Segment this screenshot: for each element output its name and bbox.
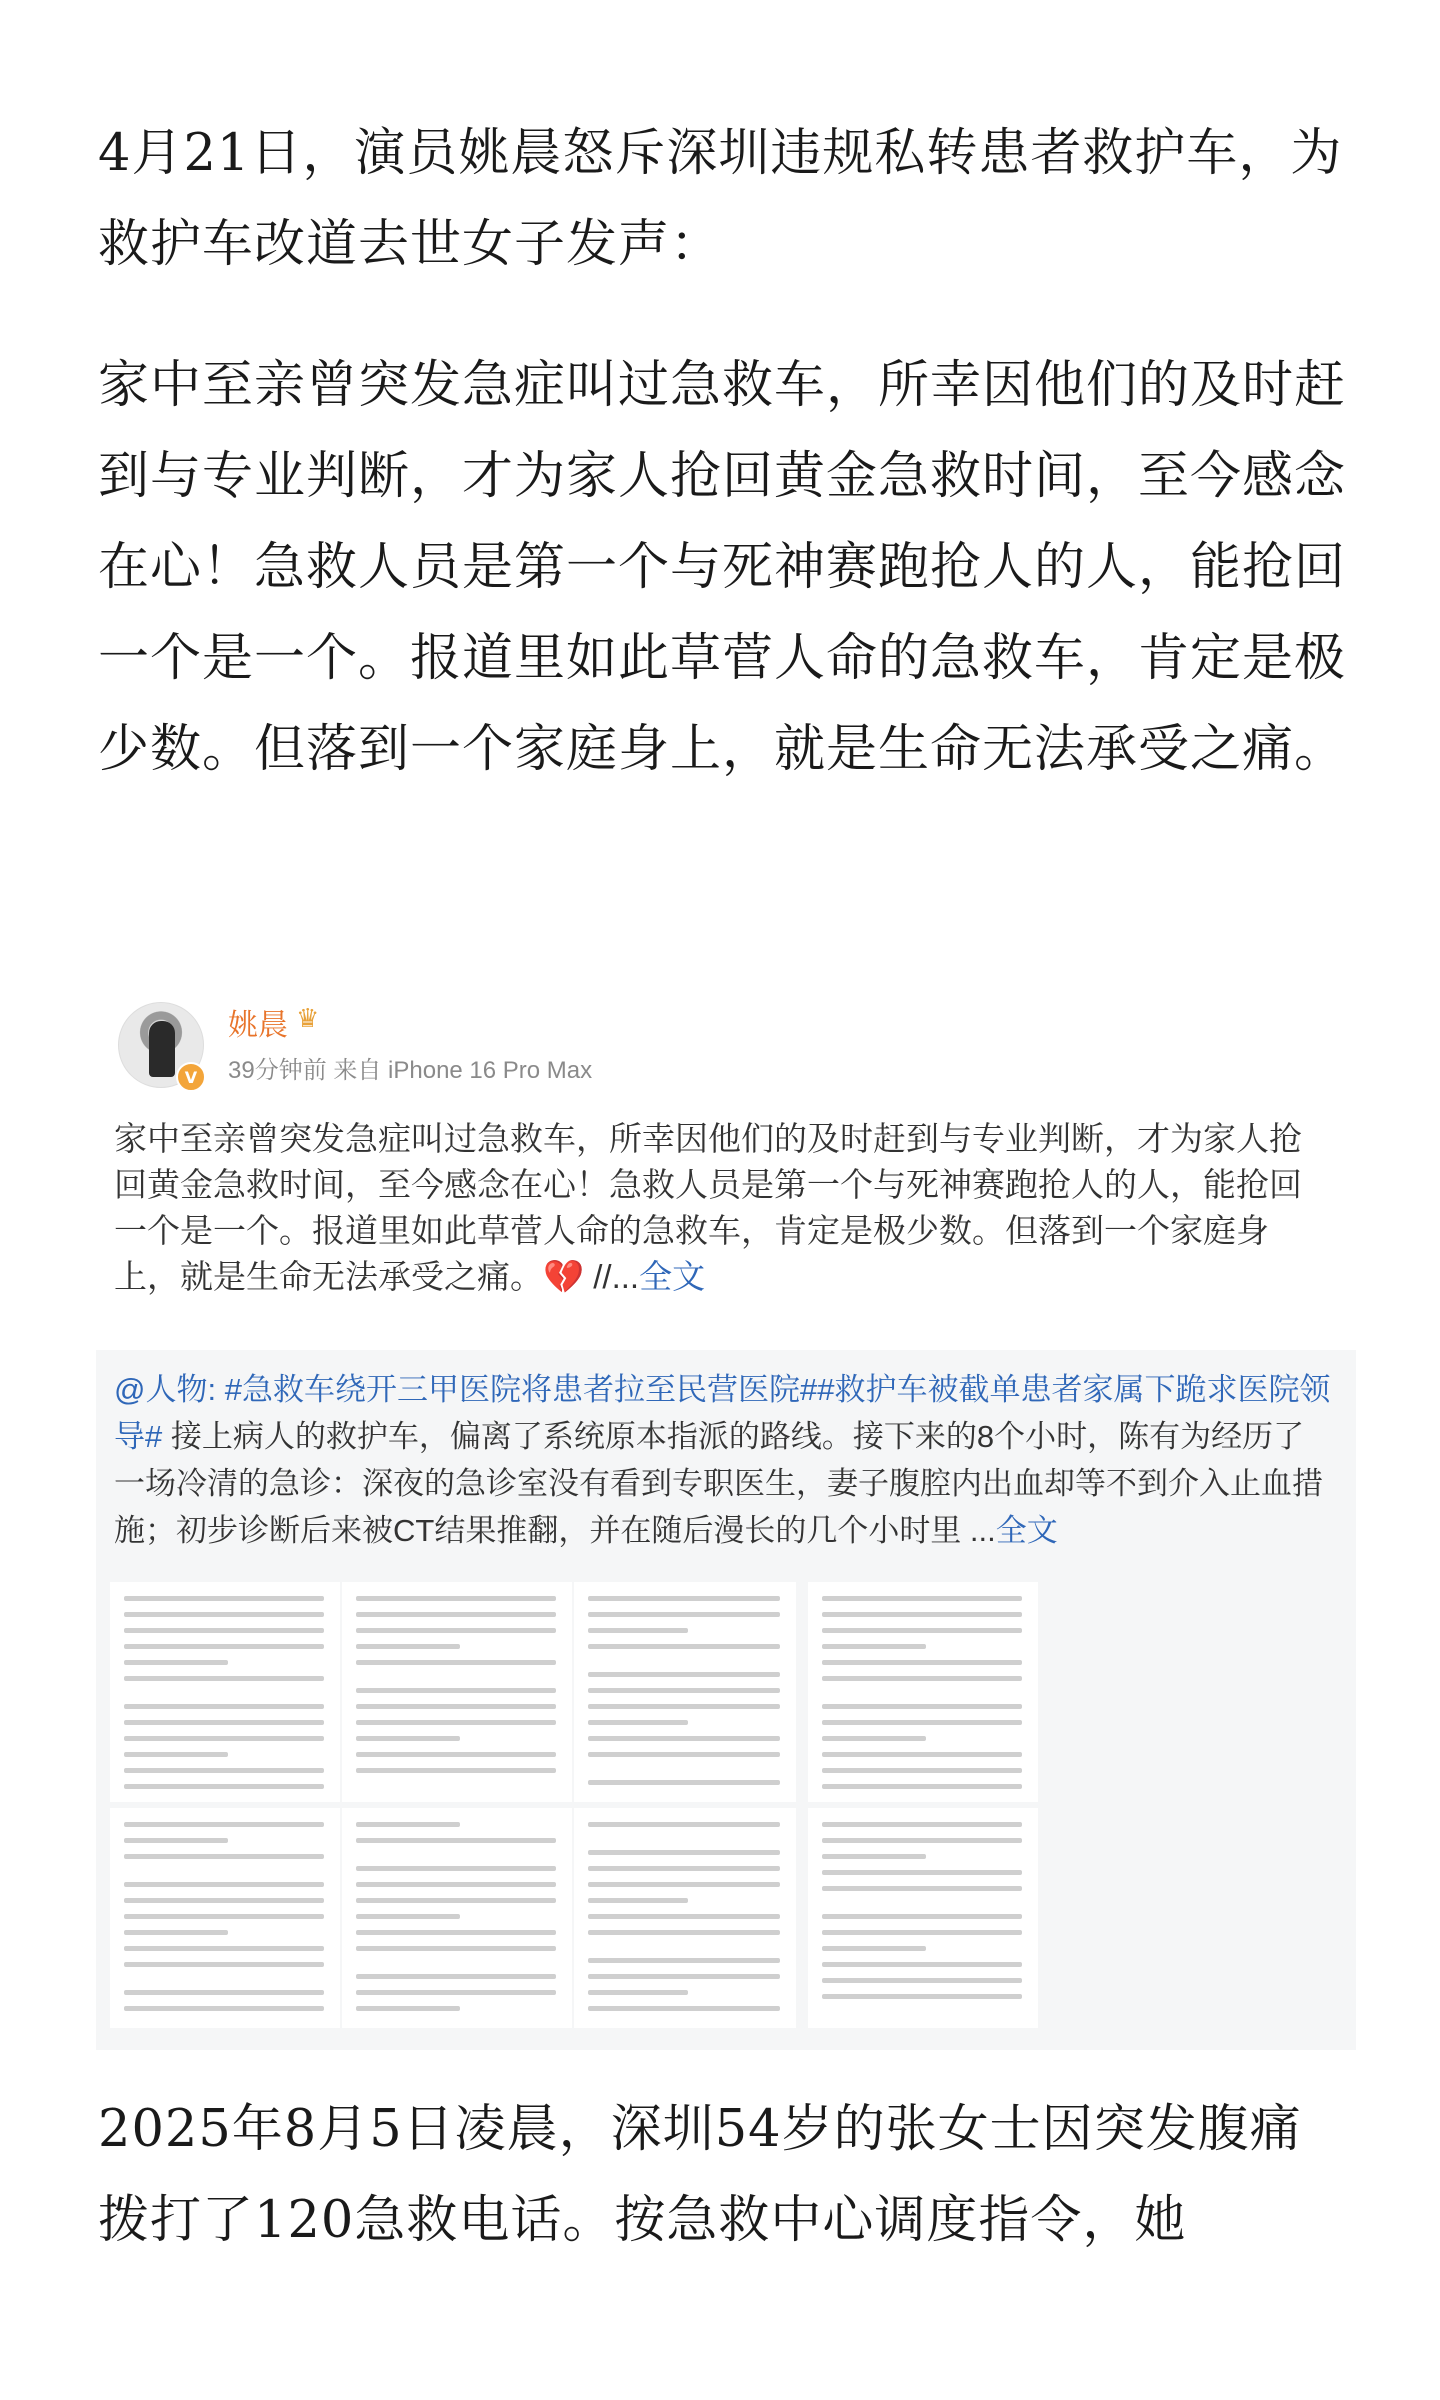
thumbnail-text-line — [124, 1784, 324, 1789]
thumbnail-text-line — [588, 1990, 688, 1995]
post-username[interactable]: 姚晨 — [228, 1009, 288, 1042]
thumbnail-text-line — [356, 1736, 460, 1741]
thumbnail-text-line — [588, 1672, 780, 1677]
thumbnail-text-line — [124, 1768, 324, 1773]
thumbnail-text-line — [588, 1974, 780, 1979]
full-text-link[interactable]: 全文 — [639, 1258, 706, 1295]
thumbnail-text-line — [124, 1946, 324, 1951]
thumbnail-text-line — [356, 1628, 556, 1633]
thumbnail-text-line — [356, 1596, 556, 1601]
thumbnail-text-line — [124, 1898, 324, 1903]
thumbnail-text-line — [356, 1914, 460, 1919]
thumbnail-text-line — [822, 1676, 1022, 1681]
thumbnail-text-line — [822, 1854, 926, 1859]
thumbnail-text-line — [124, 1914, 324, 1919]
thumbnail-text-line — [822, 1720, 1022, 1725]
thumbnail-text-line — [822, 1628, 1022, 1633]
thumbnail-text-line — [822, 1930, 1022, 1935]
verified-badge-icon: V — [176, 1062, 206, 1092]
thumbnail-text-line — [822, 1644, 926, 1649]
thumbnail-text-line — [588, 1914, 780, 1919]
repost-image-grid — [110, 1582, 1340, 2032]
thumbnail-text-line — [822, 1736, 926, 1741]
repost-source-link[interactable]: @人物: — [114, 1372, 217, 1407]
repost-thumbnail[interactable] — [342, 1582, 572, 1802]
repost-thumbnail[interactable] — [342, 1808, 572, 2028]
repost-thumbnail[interactable] — [808, 1808, 1038, 2028]
thumbnail-text-line — [356, 1990, 556, 1995]
thumbnail-text-line — [822, 1768, 1022, 1773]
thumbnail-text-line — [124, 1660, 228, 1665]
thumbnail-text-line — [124, 1854, 324, 1859]
thumbnail-text-line — [124, 1962, 324, 1967]
thumbnail-text-line — [822, 1612, 1022, 1617]
thumbnail-text-line — [356, 1838, 556, 1843]
repost-thumbnail[interactable] — [574, 1808, 796, 2028]
broken-heart-icon: 💔 — [543, 1257, 585, 1296]
thumbnail-text-line — [356, 1946, 556, 1951]
thumbnail-text-line — [124, 1882, 324, 1887]
thumbnail-text-line — [356, 1720, 556, 1725]
thumbnail-text-line — [588, 1596, 780, 1601]
thumbnail-text-line — [588, 1958, 780, 1963]
vip-crown-icon: ♛ — [296, 1004, 320, 1034]
thumbnail-text-line — [588, 1720, 688, 1725]
thumbnail-text-line — [124, 1628, 324, 1633]
thumbnail-text-line — [588, 1644, 780, 1649]
thumbnail-text-line — [356, 1866, 556, 1871]
repost-thumbnail[interactable] — [110, 1808, 340, 2028]
thumbnail-text-line — [124, 1990, 324, 1995]
thumbnail-text-line — [588, 1882, 780, 1887]
thumbnail-text-line — [822, 1994, 1022, 1999]
thumbnail-text-line — [124, 1822, 324, 1827]
thumbnail-text-line — [822, 1962, 1022, 1967]
thumbnail-text-line — [124, 2006, 324, 2011]
thumbnail-text-line — [822, 1886, 1022, 1891]
thumbnail-text-line — [822, 1704, 1022, 1709]
thumbnail-text-line — [588, 1688, 780, 1693]
thumbnail-text-line — [124, 1676, 324, 1681]
thumbnail-text-line — [588, 1752, 780, 1757]
thumbnail-text-line — [588, 1704, 780, 1709]
article-quote-paragraph: 家中至亲曾突发急症叫过急救车，所幸因他们的及时赶到与专业判断，才为家人抢回黄金急救时间，至今感念在心！急救人员是第一个与死神赛跑抢人的人，能抢回一个是一个。报道里如此草菅人命的急救车，肯定是极少数。但落到一个家庭身上，就是生命无法承受之痛。 — [98, 356, 1347, 779]
thumbnail-text-line — [822, 1870, 1022, 1875]
thumbnail-text-line — [124, 1596, 324, 1601]
thumbnail-text-line — [124, 1838, 228, 1843]
repost-thumbnail[interactable] — [808, 1582, 1038, 1802]
thumbnail-text-line — [356, 1974, 556, 1979]
repost-thumbnail[interactable] — [574, 1582, 796, 1802]
repost-hashtags-link[interactable]: #急救车绕开三甲医院将患者拉至民营医院##救护车被截单患者家属下跪求医院领导# — [114, 1372, 1331, 1454]
thumbnail-text-line — [822, 1596, 1022, 1601]
thumbnail-text-line — [124, 1930, 228, 1935]
thumbnail-text-line — [356, 1752, 556, 1757]
thumbnail-text-line — [822, 1752, 1022, 1757]
repost-text-block — [114, 1366, 1334, 1554]
thumbnail-text-line — [356, 1688, 556, 1693]
thumbnail-text-line — [822, 1946, 926, 1951]
thumbnail-text-line — [588, 1628, 688, 1633]
thumbnail-text-line — [356, 1822, 460, 1827]
thumbnail-text-line — [588, 1822, 780, 1827]
post-text-block — [114, 1116, 1334, 1300]
thumbnail-text-line — [588, 1780, 780, 1785]
thumbnail-text-line — [124, 1720, 324, 1725]
thumbnail-text-line — [822, 1914, 1022, 1919]
repost-thumbnail[interactable] — [110, 1582, 340, 1802]
thumbnail-text-line — [356, 1898, 556, 1903]
article-story-paragraph: 2025年8月5日凌晨，深圳54岁的张女士因突发腹痛拨打了120急救电话。按急救中心调度指令，她 — [98, 2100, 1302, 2250]
thumbnail-text-line — [356, 1704, 556, 1709]
repost-full-text-link[interactable]: 全文 — [995, 1513, 1058, 1548]
thumbnail-text-line — [588, 1612, 780, 1617]
thumbnail-text-line — [588, 2006, 780, 2011]
thumbnail-text-line — [356, 2006, 460, 2011]
thumbnail-text-line — [588, 1930, 780, 1935]
thumbnail-text-line — [822, 1838, 1022, 1843]
thumbnail-text-line — [124, 1704, 324, 1709]
thumbnail-text-line — [588, 1866, 780, 1871]
repost-text: 接上病人的救护车，偏离了系统原本指派的路线。接下来的8个小时，陈有为经历了一场冷清的急诊：深夜的急诊室没有看到专职医生，妻子腹腔内出血却等不到介入止血措施；初步诊断后来被CT结果推翻，并在随后漫长的几个小时里 ... — [114, 1419, 1323, 1548]
article-intro-paragraph: 4月21日，演员姚晨怒斥深圳违规私转患者救护车，为救护车改道去世女子发声： — [98, 124, 1343, 274]
thumbnail-text-line — [822, 1660, 1022, 1665]
post-meta: 39分钟前 来自 iPhone 16 Pro Max — [228, 1057, 593, 1084]
thumbnail-text-line — [356, 1930, 556, 1935]
thumbnail-text-line — [124, 1644, 324, 1649]
thumbnail-text-line — [822, 1784, 1022, 1789]
repost-separator: //... — [584, 1258, 640, 1295]
post-text: 家中至亲曾突发急症叫过急救车，所幸因他们的及时赶到与专业判断，才为家人抢回黄金急救时间，至今感念在心！急救人员是第一个与死神赛跑抢人的人，能抢回一个是一个。报道里如此草菅人命的急救车，肯定是极少数。但落到一个家庭身上，就是生命无法承受之痛。 — [114, 1120, 1302, 1295]
thumbnail-text-line — [124, 1736, 324, 1741]
thumbnail-text-line — [356, 1644, 460, 1649]
thumbnail-text-line — [124, 1612, 324, 1617]
thumbnail-text-line — [356, 1660, 556, 1665]
thumbnail-text-line — [588, 1898, 688, 1903]
thumbnail-text-line — [356, 1612, 556, 1617]
thumbnail-text-line — [822, 1822, 1022, 1827]
thumbnail-text-line — [124, 1752, 228, 1757]
embedded-weibo-post — [98, 990, 1358, 2070]
thumbnail-text-line — [356, 1768, 556, 1773]
reposted-content[interactable] — [96, 1350, 1356, 2050]
thumbnail-text-line — [588, 1850, 780, 1855]
thumbnail-text-line — [356, 1882, 556, 1887]
thumbnail-text-line — [588, 1736, 780, 1741]
thumbnail-text-line — [822, 1978, 1022, 1983]
